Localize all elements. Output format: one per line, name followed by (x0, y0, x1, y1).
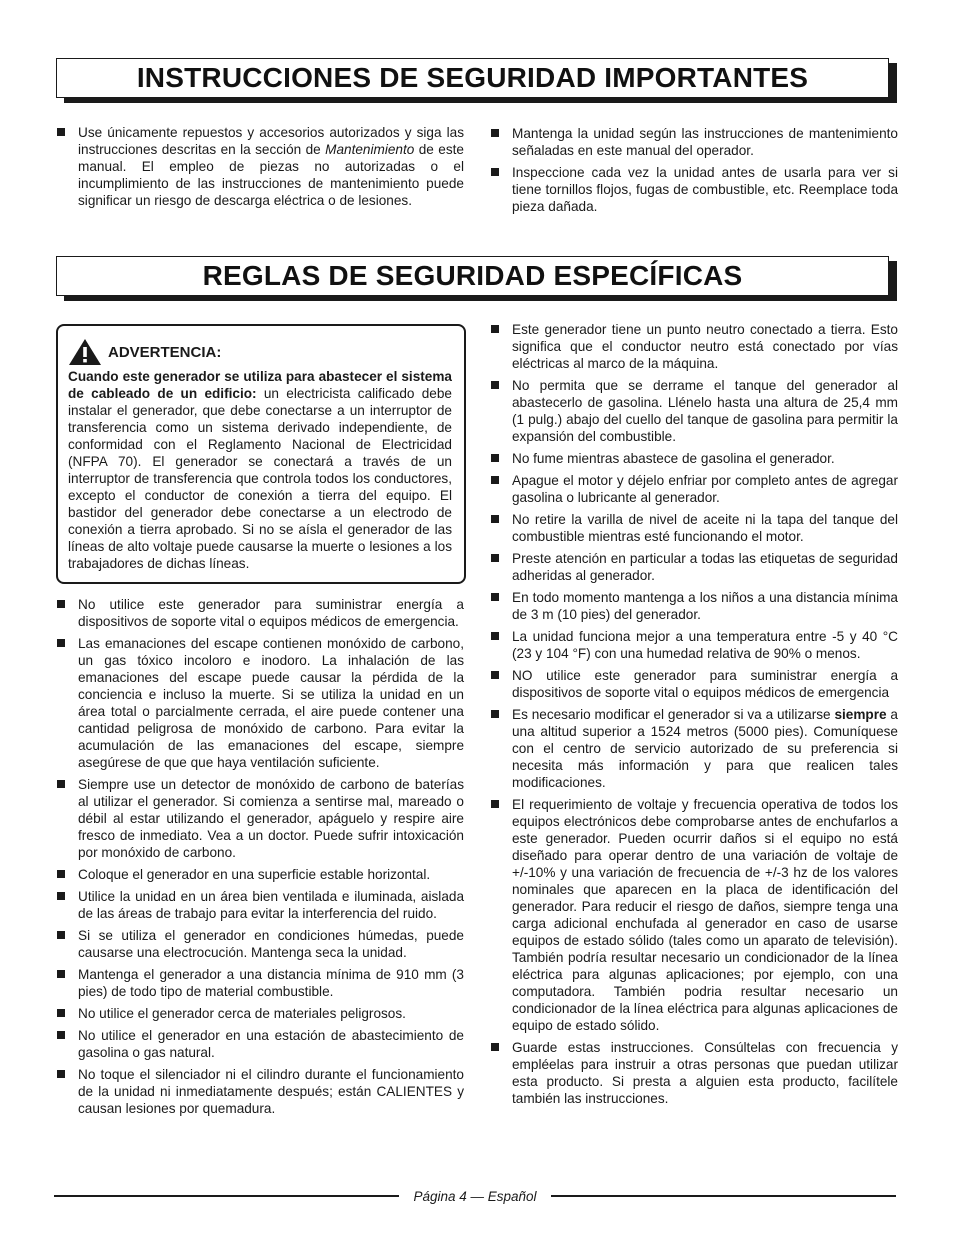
list-item (56, 1066, 464, 1117)
warning-triangle-icon (68, 338, 102, 366)
list-item (56, 888, 464, 922)
bullet-square-icon (57, 1009, 65, 1017)
item-text: Coloque el generador en una superficie estable horizontal. (78, 867, 431, 882)
list-item (56, 124, 464, 209)
section-title-specific: REGLAS DE SEGURIDAD ESPECÍFICAS (202, 260, 743, 291)
warning-title: ADVERTENCIA: (108, 343, 222, 361)
bullet-square-icon (57, 870, 65, 878)
item-text: No utilice el generador cerca de materiales peligrosos. (78, 1006, 406, 1021)
item-text: El requerimiento de voltaje y frecuencia operativa de todos los equipos electrónicos debe comprobarse antes de enchufarlos a este generador. Pueden ocurrir daños si el equipo no está diseñado para operar dentro de una variación de voltaje de +/-10% y una variación de frecuencia de +/-3 hz de los valores nominales que aparecen en la placa de identificación del generador. Para reducir el riesgo de daños, siempre tenga una carga adicional enchufada al generador en caso de usarse equipos de estado sólido (tales como un aparato de televisión). También podría resultar necesario un condicionador de la línea eléctrica para algunas aplicaciones; por ejemplo, con una computadora. También podria resultar necesario un condicionador de la línea eléctrica para algunas aplicaciones de equipo de estado sólido. (512, 797, 898, 1033)
section2-left-column (56, 596, 464, 1122)
bullet-square-icon (491, 381, 499, 389)
item-text: Las emanaciones del escape contienen monóxido de carbono, un gas tóxico incoloro e inodoro. La inhalación de las emanaciones del escape puede causar la pérdida de la conciencia e incluso la muerte. Si se utiliza la unidad en un área total o parcialmente cerrada, el aire puede contener una cantidad peligrosa de monóxido de carbono. Para evitar la acumulación de las emanaciones del escape, siempre asegúrese de que que haya ventilación suficiente. (78, 636, 464, 770)
bullet-square-icon (491, 515, 499, 523)
item-text: La unidad funciona mejor a una temperatura entre -5 y 40 °C (23 y 104 °F) con una humedad relativa de 90% o menos. (512, 629, 898, 661)
list-item (490, 1039, 898, 1107)
bullet-square-icon (491, 454, 499, 462)
list-item (490, 472, 898, 506)
item-text: No utilice el generador en una estación de abastecimiento de gasolina o gas natural. (78, 1028, 464, 1060)
item-text: No utilice este generador para suministrar energía a dispositivos de soporte vital o equipos médicos de emergencia. (78, 597, 464, 629)
section-banner-specific (56, 256, 889, 296)
section-title-important: INSTRUCCIONES DE SEGURIDAD IMPORTANTES (136, 62, 809, 93)
footer-rule-right (551, 1195, 896, 1197)
bullet-square-icon (491, 129, 499, 137)
bullet-square-icon (491, 168, 499, 176)
item-text: Mantenga el generador a una distancia mínima de 910 mm (3 pies) de todo tipo de material combustible. (78, 967, 464, 999)
section2-right-column (490, 321, 898, 1112)
list-item (56, 966, 464, 1000)
section1-left-column (56, 124, 464, 214)
section-banner-important (56, 58, 889, 98)
item-text: Utilice la unidad en un área bien ventilada e iluminada, aislada de las áreas de trabajo para evitar la interferencia del ruido. (78, 889, 464, 921)
bullet-square-icon (491, 325, 499, 333)
item-text: No permita que se derrame el tanque del generador al abastecerlo de gasolina. Llénelo hasta una altura de 25,4 mm (1 pulg.) abajo del cuello del tanque de gasolina para permitir la expansión del combustible. (512, 378, 898, 444)
list-item (490, 511, 898, 545)
bullet-square-icon (57, 128, 65, 136)
item-text: En todo momento mantenga a los niños a una distancia mínima de 3 m (10 pies) del generador. (512, 590, 898, 622)
item-text: Este generador tiene un punto neutro conectado a tierra. Esto significa que el conductor neutro está conectado por vías eléctricas al marco de la máquina. (512, 322, 898, 371)
bullet-square-icon (57, 600, 65, 608)
bullet-square-icon (491, 710, 499, 718)
item-text: Si se utiliza el generador en condiciones húmedas, puede causarse una electrocución. Mantenga seca la unidad. (78, 928, 464, 960)
item-text: Guarde estas instrucciones. Consúltelas con frecuencia y empléelas para instruir a otras personas que puedan utilizar esta producto. Si presta a alguien esta producto, facilítele también las instrucciones. (512, 1040, 898, 1106)
bullet-square-icon (57, 639, 65, 647)
bullet-square-icon (57, 1070, 65, 1078)
bullet-square-icon (491, 554, 499, 562)
warning-heading (68, 338, 452, 366)
list-item (490, 589, 898, 623)
item-text: No fume mientras abastece de gasolina el generador. (512, 451, 835, 466)
warning-text (68, 368, 452, 572)
list-item (490, 164, 898, 215)
list-item (490, 667, 898, 701)
item-text: Apague el motor y déjelo enfriar por completo antes de agregar gasolina o lubricante al generador. (512, 473, 898, 505)
item-text: Preste atención en particular a todas las etiquetas de seguridad adheridas al generador. (512, 551, 898, 583)
item-text: NO utilice este generador para suministrar energía a dispositivos de soporte vital o equipos médicos de emergencia (512, 668, 898, 700)
bullet-square-icon (57, 931, 65, 939)
bullet-square-icon (491, 593, 499, 601)
item-text: Siempre use un detector de monóxido de carbono de baterías al utilizar el generador. Si comienza a sentirse mal, mareado o débil al estar utilizando el generador, apáguelo y respire aire fresco de inmediato. Vea a un doctor. Puede sufrir intoxicación por monóxido de carbono. (78, 777, 464, 860)
bullet-square-icon (57, 892, 65, 900)
list-item (490, 796, 898, 1034)
item-text: No toque el silenciador ni el cilindro durante el funcionamiento de la unidad ni inmediatamente después; están CALIENTES y causan lesiones por quemadura. (78, 1067, 464, 1116)
list-item (56, 866, 464, 883)
section1-right-column (490, 125, 898, 220)
bullet-square-icon (491, 671, 499, 679)
item-text: Mantenga la unidad según las instrucciones de mantenimiento señaladas en este manual del operador. (512, 126, 898, 158)
item-text-pre: Use únicamente repuestos y accesorios autorizados y siga las instrucciones descritas en la sección de (78, 125, 464, 157)
footer-page-label: Página 4 — Español (413, 1188, 537, 1204)
item-text-pre: Es necesario modificar el generador si va a utilizarse (512, 707, 835, 722)
bullet-square-icon (57, 970, 65, 978)
list-item (490, 628, 898, 662)
bullet-square-icon (491, 800, 499, 808)
warning-body-text: un electricista calificado debe instalar el generador, que debe conectarse a un interruptor de transferencia como un sistema derivado independiente, de conformidad con el Reglamento Nacional de Electricidad (NFPA 70). El generador se conectará a través de un interruptor de transferencia que controla todos los conductores, excepto el conductor de conexión a tierra del equipo. El bastidor del generador debe conectarse a un electrodo de conexión a tierra aprobado. Si no se aísla el generador de las líneas de alto voltaje puede causarse la muerte o lesiones a los trabajadores de dichas líneas. (68, 386, 452, 571)
list-item (490, 706, 898, 791)
list-item (490, 450, 898, 467)
page-footer (54, 1186, 896, 1206)
list-item (56, 1005, 464, 1022)
bullet-square-icon (491, 632, 499, 640)
list-item (490, 377, 898, 445)
footer-rule-left (54, 1195, 399, 1197)
item-text-post: a una altitud superior a 1524 metros (5000 pies). Comuníquese con el centro de servicio autorizado de su preferencia si necesita más información y para que realicen tales modificaciones. (512, 707, 898, 790)
bullet-square-icon (57, 780, 65, 788)
list-item (56, 635, 464, 771)
item-text: Inspeccione cada vez la unidad antes de usarla para ver si tiene tornillos flojos, fugas de combustible, etc. Reemplace toda pieza dañada. (512, 165, 898, 214)
item-text-italic: Mantenimiento (325, 142, 415, 157)
warning-bold-text: Cuando este generador se utiliza para abastecer el sistema de cableado de un edificio: (68, 369, 452, 401)
list-item (56, 596, 464, 630)
item-text-bold: siempre (834, 707, 887, 722)
list-item (490, 125, 898, 159)
bullet-square-icon (491, 476, 499, 484)
list-item (490, 321, 898, 372)
warning-box (56, 324, 466, 584)
item-text: No retire la varilla de nivel de aceite ni la tapa del tanque del combustible mientras esté funcionando el motor. (512, 512, 898, 544)
bullet-square-icon (491, 1043, 499, 1051)
list-item (56, 1027, 464, 1061)
list-item (56, 927, 464, 961)
bullet-square-icon (57, 1031, 65, 1039)
item-text-post: de este manual. El empleo de piezas no autorizadas o el incumplimiento de las instrucciones de mantenimiento puede significar un riesgo de descarga eléctrica o de lesiones. (78, 142, 464, 208)
list-item (490, 550, 898, 584)
list-item (56, 776, 464, 861)
